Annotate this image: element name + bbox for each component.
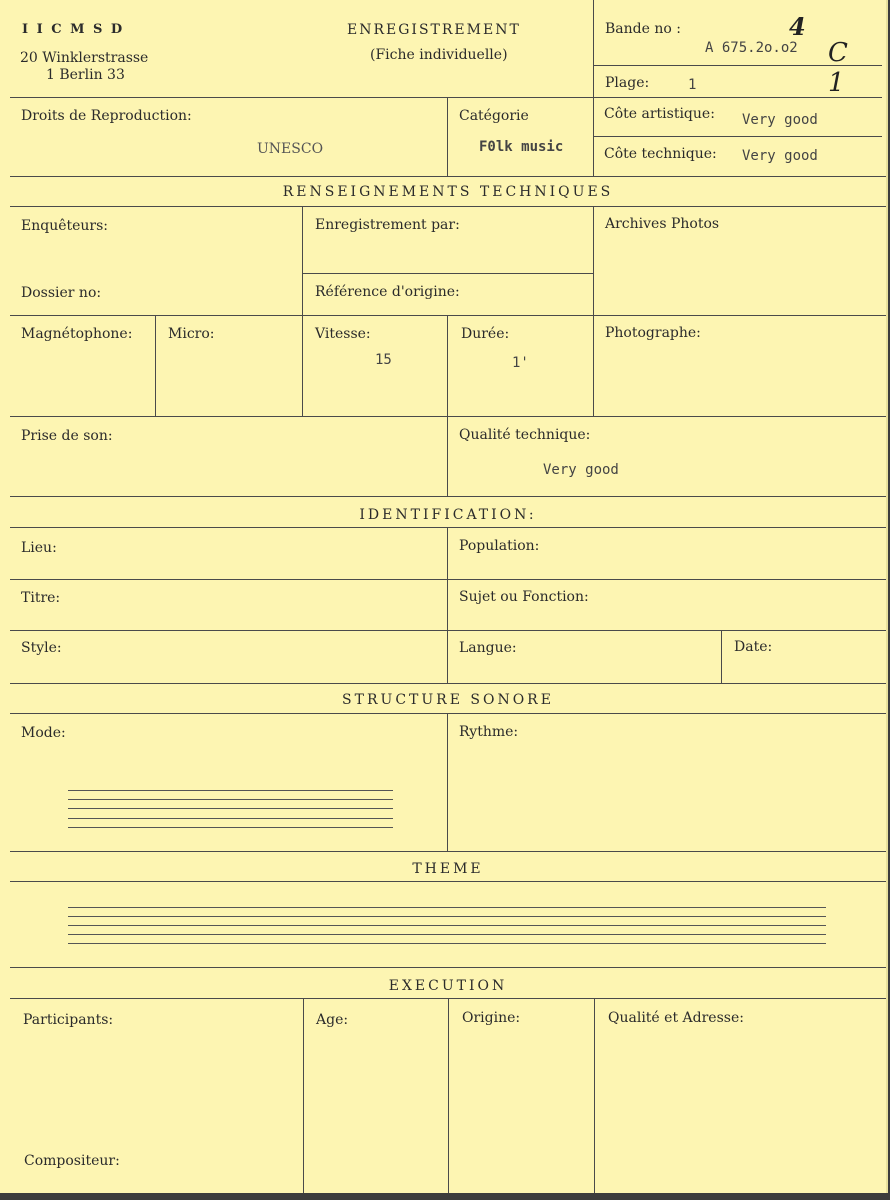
style-label: Style: (21, 640, 62, 656)
rule-enregistrement-left (302, 206, 303, 416)
duree-value: 1' (512, 355, 529, 371)
bande-value: A 675.2o.o2 (705, 40, 798, 56)
droits-label: Droits de Reproduction: (21, 108, 192, 124)
magnetophone-label: Magnétophone: (21, 326, 133, 342)
bande-handwritten-number: 4 (789, 12, 806, 41)
dossier-label: Dossier no: (21, 285, 102, 301)
lieu-label: Lieu: (21, 540, 57, 556)
enregistrement-par-label: Enregistrement par: (315, 217, 460, 233)
rule-cote-mid (593, 136, 882, 137)
droits-value: UNESCO (257, 141, 324, 157)
qualite-adresse-label: Qualité et Adresse: (608, 1010, 744, 1026)
categorie-value: F0lk music (479, 139, 564, 155)
age-label: Age: (316, 1012, 349, 1028)
origine-label: Origine: (462, 1010, 521, 1026)
archives-photos-label: Archives Photos (605, 216, 720, 232)
categorie-label: Catégorie (459, 108, 529, 124)
rule-age-left (303, 998, 304, 1193)
population-label: Population: (459, 538, 540, 554)
sujet-label: Sujet ou Fonction: (459, 589, 589, 605)
rule-archives-left (593, 206, 594, 416)
bande-handwritten-mark: C 1 (828, 38, 854, 98)
form-subtitle: (Fiche individuelle) (370, 47, 508, 63)
organization-name: I I C M S D (22, 22, 125, 37)
rule-mode-bottom (10, 851, 886, 852)
reference-origine-label: Référence d'origine: (315, 284, 460, 300)
participants-label: Participants: (23, 1012, 114, 1028)
rule-lieu-bottom (10, 579, 886, 580)
prise-de-son-label: Prise de son: (21, 428, 113, 444)
photographe-label: Photographe: (605, 325, 701, 341)
rule-categorie-left (447, 97, 448, 176)
form-title: ENREGISTREMENT (347, 22, 521, 38)
rule-rights-bottom (10, 176, 886, 177)
rule-qualite-left (594, 998, 595, 1193)
rule-header-divider (593, 0, 594, 176)
micro-label: Micro: (168, 326, 215, 342)
compositeur-label: Compositeur: (24, 1153, 120, 1169)
cote-artistique-label: Côte artistique: (604, 106, 715, 122)
titre-label: Titre: (21, 590, 61, 606)
duree-label: Durée: (461, 326, 510, 342)
rule-tech-title-bottom (10, 206, 886, 207)
plage-value: 1 (688, 77, 697, 93)
rule-micro-left (155, 315, 156, 416)
rule-dossier-bottom (10, 315, 886, 316)
vitesse-value: 15 (375, 352, 392, 368)
section-renseignements-techniques: RENSEIGNEMENTS TECHNIQUES (282, 184, 614, 200)
section-theme: THEME (412, 861, 484, 877)
vitesse-label: Vitesse: (315, 326, 371, 342)
rythme-label: Rythme: (459, 724, 519, 740)
mode-label: Mode: (21, 725, 66, 741)
enqueteurs-label: Enquêteurs: (21, 218, 109, 234)
plage-label: Plage: (605, 75, 650, 91)
rule-duree-left (447, 315, 448, 496)
qualite-technique-label: Qualité technique: (459, 427, 591, 443)
rule-prise-bottom (10, 496, 886, 497)
rule-ident-title-bottom (10, 527, 886, 528)
rule-titre-bottom (10, 630, 886, 631)
date-label: Date: (734, 639, 773, 655)
cote-artistique-value: Very good (742, 112, 818, 128)
langue-label: Langue: (459, 640, 517, 656)
section-structure-sonore: STRUCTURE SONORE (342, 692, 554, 708)
rule-structure-title-bottom (10, 713, 886, 714)
organization-street: 20 Winklerstrasse (20, 50, 149, 66)
rule-theme-title-bottom (10, 881, 886, 882)
rule-rythme-left (447, 713, 448, 851)
rule-date-left (721, 630, 722, 683)
cote-technique-value: Very good (742, 148, 818, 164)
section-identification: IDENTIFICATION: (359, 507, 537, 523)
organization-city: 1 Berlin 33 (46, 67, 125, 83)
rule-ident-middle (447, 527, 448, 683)
section-execution: EXECUTION (388, 978, 508, 994)
rule-enregistrement-bottom (302, 273, 593, 274)
qualite-technique-value: Very good (543, 462, 619, 478)
rule-header-bottom (10, 97, 882, 98)
rule-equipment-bottom (10, 416, 886, 417)
cote-technique-label: Côte technique: (604, 146, 717, 162)
rule-origine-left (448, 998, 449, 1193)
rule-style-bottom (10, 683, 886, 684)
bande-label: Bande no : (605, 21, 681, 37)
rule-theme-bottom (10, 967, 886, 968)
